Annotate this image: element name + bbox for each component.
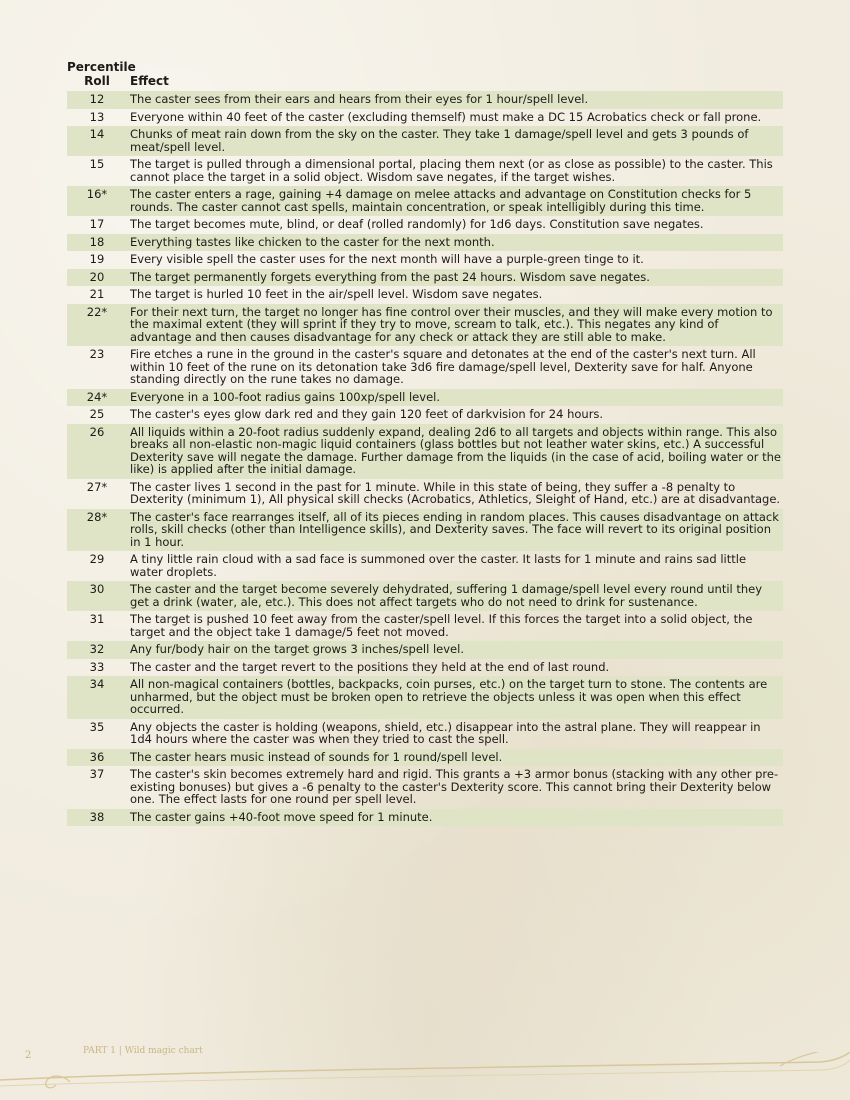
roll-value: 32 [89, 642, 105, 656]
roll-value: 31 [89, 612, 105, 626]
effect-text: All liquids within a 20-foot radius suddenly expand, dealing 2d6 to all targets and objects within range. This also breaks all non-elastic non-magic liquid containers (glass bottles but not leather water skins, etc.) A successful Dexterity save will negate the damage. Further damage from the liquids (in the case of acid, boiling water or the like) is applied after the initial damage. [130, 424, 781, 476]
table-row [67, 676, 783, 719]
effect-text: The caster gains +40-foot move speed for 1 minute. [130, 809, 433, 824]
roll-value: 34 [89, 677, 105, 691]
roll-value: 25 [89, 407, 105, 421]
effect-text: The target is pushed 10 feet away from the caster/spell level. If this forces the target into a solid object, the target and the object take 1 damage/5 feet not moved. [130, 612, 753, 639]
effect-text: For their next turn, the target no longer has fine control over their muscles, and they will make every motion to the maximal extent (they will sprint if they try to move, scream to talk, etc.). This negates any kind of advantage and then causes disadvantage for any check or attack they are still able to make. [130, 304, 773, 344]
effect-text: The caster and the target become severely dehydrated, suffering 1 damage/spell level every round until they get a drink (water, ale, etc.). This does not affect targets who do not need to drink for sustenance. [130, 582, 763, 609]
roll-value: 26 [89, 424, 105, 439]
table-row [67, 766, 783, 809]
roll-value: 37 [89, 767, 105, 781]
table-row [67, 749, 783, 767]
table-row [67, 424, 783, 479]
effect-text: The caster enters a rage, gaining +4 damage on melee attacks and advantage on Constitution checks for 5 rounds. The caster cannot cast spells, maintain concentration, or speak intelligibly during this time. [130, 187, 752, 214]
effect-text: A tiny little rain cloud with a sad face is summoned over the caster. It lasts for 1 minute and rains sad little water droplets. [130, 552, 747, 579]
table-row [67, 234, 783, 252]
effect-header: Effect [130, 73, 169, 88]
effect-text: The caster and the target revert to the positions they held at the end of last round. [130, 659, 610, 674]
effect-text: The caster sees from their ears and hears from their eyes for 1 hour/spell level. [130, 92, 589, 106]
effect-text: Any fur/body hair on the target grows 3 inches/spell level. [130, 642, 464, 656]
roll-value: 30 [89, 582, 105, 596]
table-row [67, 109, 783, 127]
effect-text: Any objects the caster is holding (weapons, shield, etc.) disappear into the astral plane. They will reappear in 1d4 hours where the caster was when they tried to cast the spell. [130, 719, 761, 746]
effect-text: Fire etches a rune in the ground in the caster's square and detonates at the end of the caster's next turn. All within 10 feet of the rune on its detonation take 3d6 fire damage/spell level, Dexterity save for half. Anyone standing directly on the rune takes no damage. [130, 347, 756, 386]
table-row [67, 551, 783, 581]
roll-value: 38 [89, 809, 105, 824]
effect-text: Everyone within 40 feet of the caster (excluding themself) must make a DC 15 Acrobatics check or fall prone. [130, 109, 762, 124]
table-row [67, 269, 783, 287]
effect-text: The caster's eyes glow dark red and they gain 120 feet of darkvision for 24 hours. [130, 407, 604, 421]
effect-text: The caster hears music instead of sounds for 1 round/spell level. [130, 749, 503, 764]
roll-value: 24* [86, 389, 108, 404]
table-row [67, 389, 783, 407]
table-row [67, 611, 783, 641]
roll-value: 28* [86, 509, 108, 524]
roll-value: 16* [86, 187, 108, 201]
effect-text: Everything tastes like chicken to the caster for the next month. [130, 234, 495, 249]
page-ornament [0, 1052, 850, 1100]
effect-text: Everyone in a 100-foot radius gains 100xp/spell level. [130, 389, 440, 404]
effect-text: The target is pulled through a dimensional portal, placing them next (or as close as possible) to the caster. This cannot place the target in a solid object. Wisdom save negates, if the target wishes. [130, 157, 773, 184]
table-row [67, 479, 783, 509]
roll-value: 19 [89, 252, 105, 266]
effect-text: Chunks of meat rain down from the sky on the caster. They take 1 damage/spell level and gets 3 pounds of meat/spell level. [130, 127, 749, 154]
table-header [67, 61, 783, 88]
table-row [67, 251, 783, 269]
roll-value: 29 [89, 552, 105, 566]
table-row [67, 186, 783, 216]
effect-text: Every visible spell the caster uses for the next month will have a purple-green tinge to it. [130, 252, 644, 266]
roll-value: 27* [86, 479, 108, 494]
effect-text: The caster lives 1 second in the past for 1 minute. While in this state of being, they suffer a -8 penalty to Dexterity (minimum 1), All physical skill checks (Acrobatics, Athletics, Sleight of Hand, etc.) are at disadvantage. [130, 479, 781, 506]
table-row [67, 809, 783, 827]
roll-header-top: Percentile [67, 60, 136, 74]
effect-text: The target becomes mute, blind, or deaf (rolled randomly) for 1d6 days. Constitution save negates. [130, 217, 704, 231]
table-row [67, 304, 783, 347]
effect-text: All non-magical containers (bottles, backpacks, coin purses, etc.) on the target turn to stone. The contents are unharmed, but the object must be broken open to retrieve the objects unless it was open when this effect occurred. [130, 677, 768, 716]
page-number: 2 [25, 1050, 32, 1061]
effect-text: The caster's skin becomes extremely hard and rigid. This grants a +3 armor bonus (stacking with any other pre-existing bonuses) but gives a -6 penalty to the caster's Dexterity score. This cannot bring their Dexterity below one. The effect lasts for one round per spell level. [130, 767, 779, 806]
table-row [67, 126, 783, 156]
effect-column-header [127, 61, 169, 88]
roll-column-header [67, 60, 136, 88]
roll-value: 18 [89, 234, 105, 249]
table-row [67, 346, 783, 389]
roll-value: 33 [89, 659, 105, 674]
table-row [67, 91, 783, 109]
table-row [67, 581, 783, 611]
table-row [67, 286, 783, 304]
roll-value: 17 [89, 217, 105, 231]
roll-value: 13 [89, 109, 105, 124]
roll-value: 35 [89, 719, 105, 734]
roll-value: 15 [89, 157, 105, 171]
wild-magic-table [67, 61, 783, 826]
effect-text: The caster's face rearranges itself, all of its pieces ending in random places. This causes disadvantage on attack rolls, skill checks (other than Intelligence skills), and Dexterity saves. The face will revert to its original position in 1 hour. [130, 509, 779, 549]
roll-header: Roll [84, 73, 110, 88]
footer-text: PART 1 | Wild magic chart [83, 1046, 203, 1056]
table-row [67, 719, 783, 749]
roll-value: 36 [89, 749, 105, 764]
roll-value: 12 [89, 92, 105, 106]
table-row [67, 216, 783, 234]
roll-value: 22* [86, 304, 108, 319]
roll-value: 23 [89, 347, 105, 361]
roll-value: 20 [89, 269, 105, 284]
table-row [67, 659, 783, 677]
roll-value: 14 [89, 127, 105, 141]
effect-text: The target permanently forgets everything from the past 24 hours. Wisdom save negates. [130, 269, 650, 284]
table-row [67, 156, 783, 186]
table-row [67, 509, 783, 552]
effect-text: The target is hurled 10 feet in the air/spell level. Wisdom save negates. [130, 287, 543, 301]
table-body [67, 91, 783, 826]
table-row [67, 641, 783, 659]
table-row [67, 406, 783, 424]
roll-value: 21 [89, 287, 105, 301]
